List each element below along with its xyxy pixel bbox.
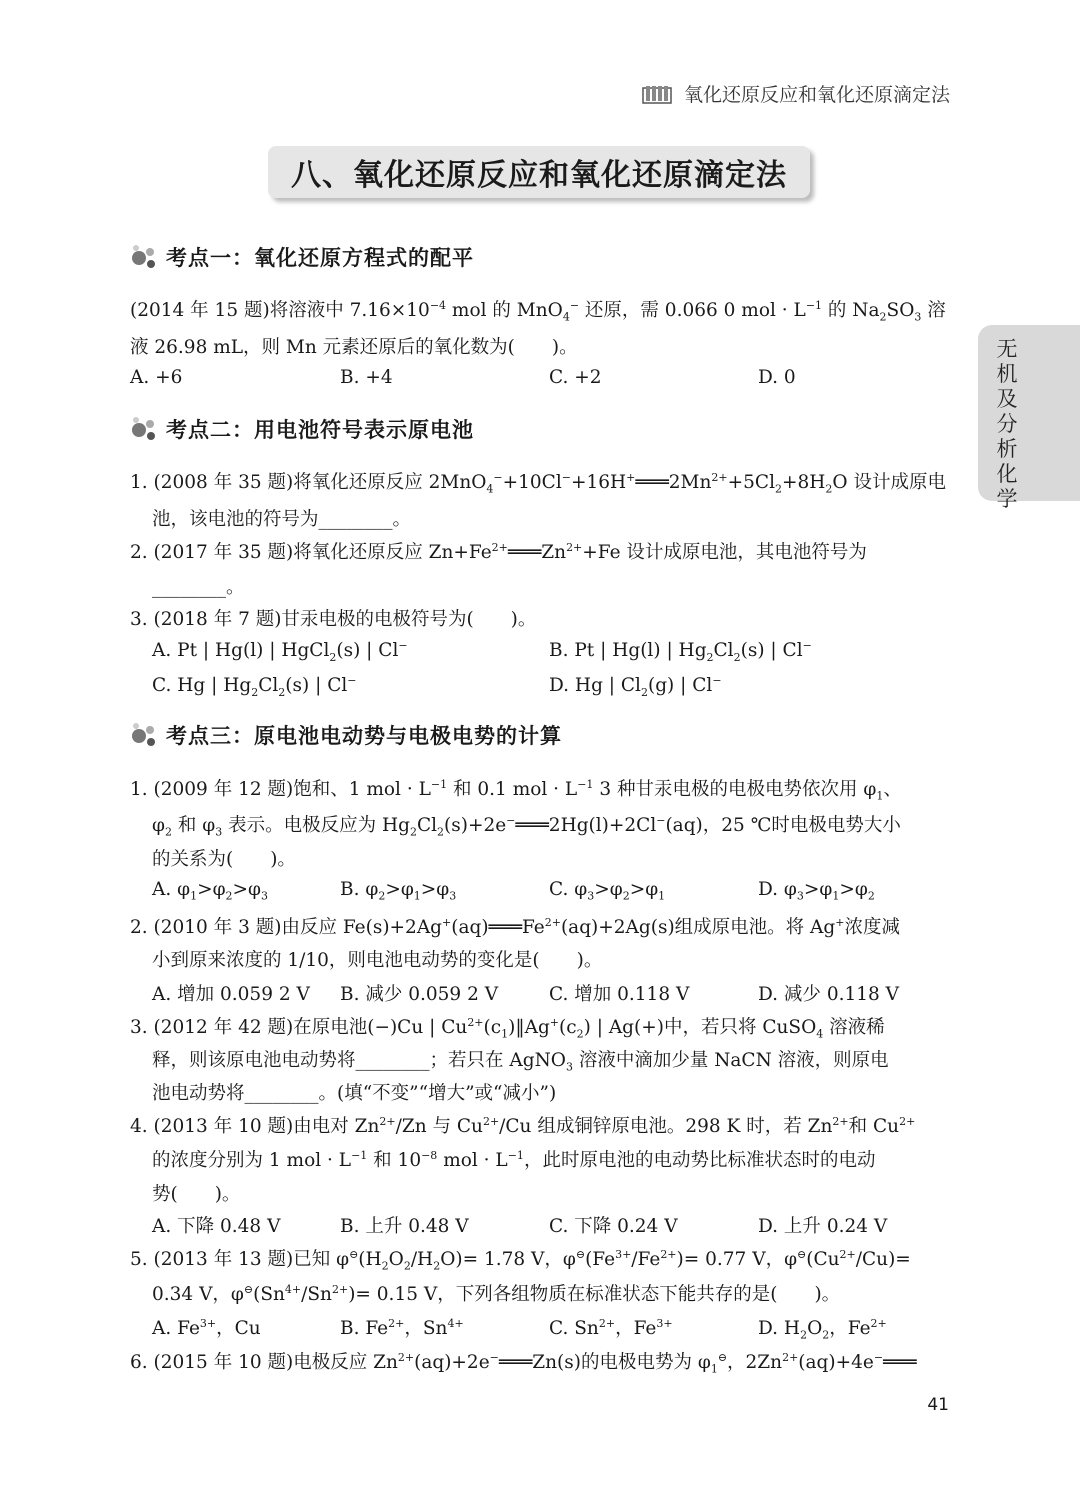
q-2010-3-line1: 2. (2010 年 3 题)由反应 $Fe(s)+2Ag^+(aq)═══Fe^{2+}(aq)+2Ag(s)$组成原电池。将 Ag+浓度减	[130, 915, 900, 938]
option: A. 下降 0.48 V	[152, 1216, 281, 1237]
option: B. Pt | Hg(l) | $Hg_2Cl_2(s)$ | Cl−	[549, 639, 812, 664]
section-heading-3	[130, 720, 562, 750]
option: B. 减少 0.059 2 V	[340, 984, 499, 1005]
page-number: 41	[927, 1395, 949, 1415]
q-2013-13-line2: 0.34 V，$\varphi^⊖(Sn^{4+}/Sn^{2+})= 0.15$ V，下列各组物质在标准状态下能共存的是( )。	[152, 1282, 841, 1305]
q-2013-10-line2: 的浓度分别为 1 mol · $L^{-1}$ 和 $10^{-8}$ mol · $L^{-1}$，此时原电池的电动势比标准状态时的电动	[152, 1148, 876, 1171]
option: D. $H_2O_2$，$Fe^{2+}$	[758, 1316, 887, 1342]
molecule-icon	[130, 722, 158, 748]
option: A. +6	[130, 367, 183, 388]
q-2017-35-line2: ________。	[152, 577, 245, 598]
option: D. $\varphi_3>\varphi_1>\varphi_2$	[758, 879, 875, 903]
section-title: 考点一：氧化还原方程式的配平	[166, 246, 474, 270]
option: C. Hg | $Hg_2Cl_2(s)$ | Cl−	[152, 674, 357, 699]
option: C. $Sn^{2+}$，$Fe^{3+}$	[549, 1316, 673, 1339]
q-2012-42-line3: 池电动势将________。(填“不变”“增大”或“减小”)	[152, 1083, 557, 1104]
option: A. Pt | Hg(l) | HgCl$_2$(s) | Cl−	[152, 639, 408, 664]
q-2013-10-line3: 势( )。	[152, 1184, 241, 1205]
option: C. $\varphi_3>\varphi_2>\varphi_1$	[549, 879, 666, 903]
chapter-title: 八、氧化还原反应和氧化还原滴定法	[291, 158, 787, 193]
option: A. 增加 0.059 2 V	[152, 984, 310, 1005]
q-2013-13-line1: 5. (2013 年 13 题)已知 $\varphi^⊖(H_2O_2/H_2O)= 1.78$ V，$\varphi^⊖(Fe^{3+}/Fe^{2+})= 0.77$ V，$\varphi^⊖(Cu^{2+}/Cu)=$	[130, 1247, 911, 1273]
header-title: 氧化还原反应和氧化还原滴定法	[683, 84, 950, 106]
option: B. $Fe^{2+}$，$Sn^{4+}$	[340, 1316, 464, 1339]
q-2014-15-line1: (2014 年 15 题)将溶液中 $7.16\times 10^{-4}$ mol 的 MnO$_4$− 还原，需 0.066 0 mol · $L^{-1}$ 的 $Na_2SO_3$ 溶	[130, 298, 946, 324]
q-2014-15-line2: 液 26.98 mL，则 Mn 元素还原后的氧化数为( )。	[130, 337, 578, 358]
option: D. 上升 0.24 V	[758, 1216, 888, 1237]
option: C. +2	[549, 367, 602, 388]
q-2013-10-line1: 4. (2013 年 10 题)由电对 $Zn^{2+}/Zn$ 与 $Cu^{2+}/Cu$ 组成铜锌原电池。298 K 时，若 $Zn^{2+}$和 $Cu^{2+}$	[130, 1114, 916, 1137]
q-2008-35-line2: 池，该电池的符号为________。	[152, 509, 412, 530]
molecule-icon	[130, 416, 158, 442]
option: D. 0	[758, 367, 796, 388]
chapter-side-tab	[978, 325, 1080, 511]
running-header	[642, 80, 950, 107]
q-2012-42-line2: 释，则该原电池电动势将________；若只在 AgNO$_3$ 溶液中滴加少量 NaCN 溶液，则原电	[152, 1050, 889, 1074]
option: A. $\varphi_1>\varphi_2>\varphi_3$	[152, 879, 269, 903]
option: D. Hg | $Cl_2(g)$ | Cl−	[549, 674, 722, 699]
q-2010-3-line2: 小到原来浓度的 1/10，则电池电动势的变化是( )。	[152, 950, 603, 971]
side-tab-label: 无机及分析化学	[996, 337, 1018, 511]
section-heading-1	[130, 242, 474, 272]
q-2009-12-line2: $\varphi_2$ 和 $\varphi_3$ 表示。电极反应为 $Hg_2Cl_2(s)+2e^-═══2Hg(l)+2Cl^-(aq)$，25 ℃时电极电势大小	[152, 813, 901, 839]
molecule-icon	[130, 244, 158, 270]
q-2012-42-line1: 3. (2012 年 42 题)在原电池(−)Cu | $Cu^{2+}(c_1)‖Ag^+(c_2)$ | Ag(+)中，若只将 CuSO$_4$ 溶液稀	[130, 1015, 885, 1041]
q-2017-35-line1: 2. (2017 年 35 题)将氧化还原反应 $Zn+Fe^{2+}═══Zn^{2+}+Fe$ 设计成原电池，其电池符号为	[130, 540, 867, 563]
q-2015-10-line1: 6. (2015 年 10 题)电极反应 $Zn^{2+}(aq)+2e^-═══Zn(s)$的电极电势为 $\varphi_1^⊖$，$2Zn^{2+}(aq)+4e^-═══$	[130, 1350, 917, 1376]
chapter-title-box	[268, 146, 810, 198]
option: A. $Fe^{3+}$，Cu	[152, 1316, 261, 1339]
option: B. +4	[340, 367, 393, 388]
q-2018-7: 3. (2018 年 7 题)甘汞电极的电极符号为( )。	[130, 609, 537, 630]
section-title: 考点三：原电池电动势与电极电势的计算	[166, 724, 562, 748]
q-2009-12-line1: 1. (2009 年 12 题)饱和、1 mol · $L^{-1}$ 和 0.1 mol · $L^{-1}$ 3 种甘汞电极的电极电势依次用 $\varphi_1$、	[130, 777, 902, 803]
section-heading-2	[130, 414, 474, 444]
q-2008-35-line1: 1. (2008 年 35 题)将氧化还原反应 $2MnO_4^-+10Cl^-+16H^+═══2Mn^{2+}+5Cl_2+8H_2O$ 设计成原电	[130, 470, 946, 496]
bar-chart-icon	[642, 84, 672, 104]
option: B. 上升 0.48 V	[340, 1216, 469, 1237]
option: C. 增加 0.118 V	[549, 984, 690, 1005]
option: D. 减少 0.118 V	[758, 984, 900, 1005]
option: C. 下降 0.24 V	[549, 1216, 678, 1237]
q-2009-12-line3: 的关系为( )。	[152, 849, 296, 870]
section-title: 考点二：用电池符号表示原电池	[166, 418, 474, 442]
option: B. $\varphi_2>\varphi_1>\varphi_3$	[340, 879, 457, 903]
